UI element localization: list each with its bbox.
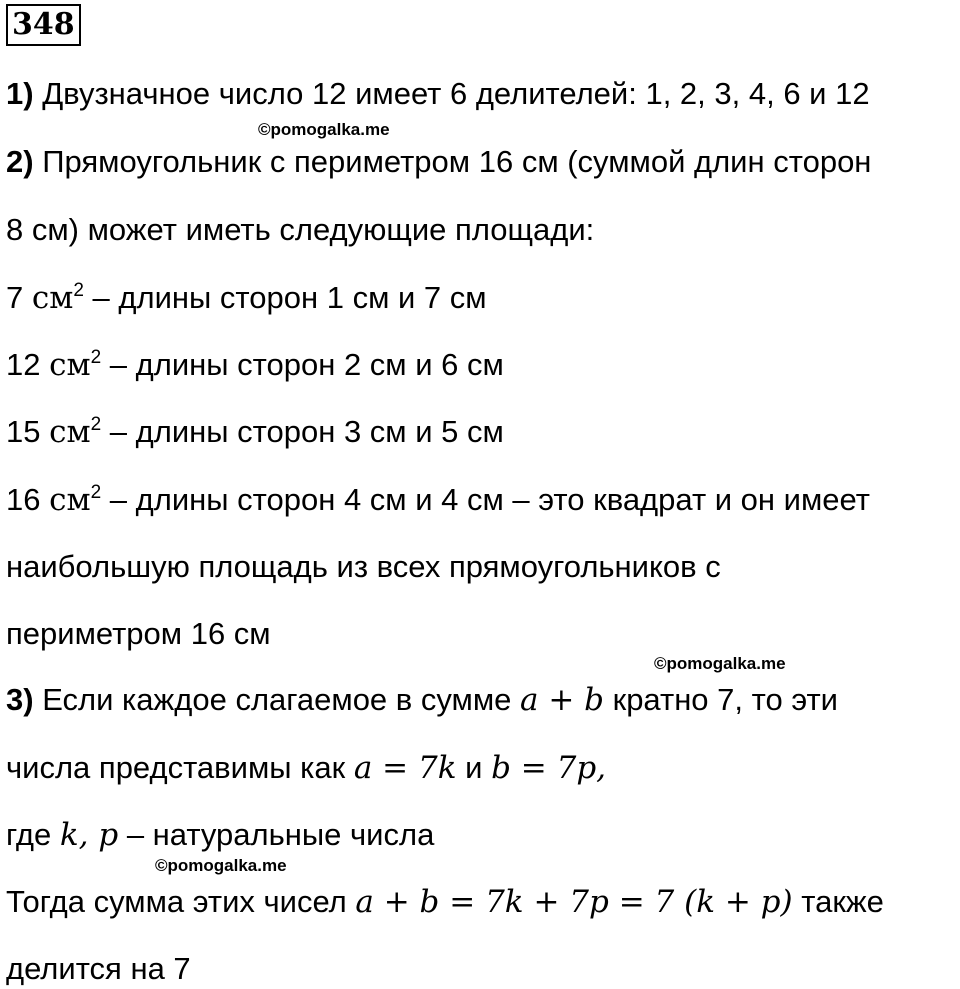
part3-line-3 (6, 816, 434, 854)
area-desc: – длины сторон 2 см и 6 см (101, 347, 504, 382)
math-vars: k, p (59, 817, 119, 853)
math-a-eq: a = 7k (353, 750, 457, 786)
area-unit: см (49, 482, 91, 518)
area-exponent: 2 (90, 414, 102, 435)
part3-line-2 (6, 749, 606, 787)
part3-line-5: делится на 7 (6, 951, 191, 986)
area-line-4 (6, 481, 870, 519)
part2-text-1: Прямоугольник с периметром 16 см (суммой длин сторон (33, 144, 872, 179)
part3-line-1 (6, 681, 838, 719)
watermark-3: ©pomogalka.me (155, 856, 287, 875)
area-desc: – длины сторон 3 см и 5 см (101, 414, 504, 449)
area-unit: см (49, 347, 91, 383)
part2-cont-2: периметром 16 см (6, 616, 271, 651)
task-number-badge: 348 (6, 4, 81, 46)
part3-text: числа представимы как (6, 750, 354, 785)
part2-line-2: 8 см) может иметь следующие площади: (6, 212, 595, 247)
part3-number: 3) (6, 682, 34, 717)
area-value: 16 (6, 482, 41, 517)
area-line-3 (6, 413, 504, 451)
part1-number: 1) (6, 76, 34, 111)
area-exponent: 2 (90, 347, 102, 368)
part3-text: – натуральные числа (118, 817, 435, 852)
part3-text: и (456, 750, 492, 785)
math-full-sum: a + b = 7k + 7p = 7 (k + p) (355, 884, 793, 920)
part3-text: также (792, 884, 884, 919)
part2-cont-1: наибольшую площадь из всех прямоугольников с (6, 549, 721, 584)
area-exponent: 2 (73, 280, 84, 301)
area-value: 7 (6, 280, 24, 315)
part3-text: Если каждое слагаемое в сумме (33, 682, 520, 717)
area-unit: см (31, 280, 74, 316)
part1-line (6, 75, 870, 113)
area-line-1 (6, 279, 487, 317)
watermark-2: ©pomogalka.me (654, 654, 786, 673)
part3-text: где (6, 817, 60, 852)
part3-line-4 (6, 883, 884, 921)
part2-line-1 (6, 143, 871, 181)
math-b-eq: b = 7p, (491, 750, 607, 786)
part3-text: кратно 7, то эти (604, 682, 838, 717)
part2-number: 2) (6, 144, 34, 179)
part1-text: Двузначное число 12 имеет 6 делителей: 1, 2, 3, 4, 6 и 12 (33, 76, 870, 111)
math-sum: a + b (520, 682, 605, 718)
area-value: 15 (6, 414, 41, 449)
area-unit: см (49, 414, 91, 450)
watermark-1: ©pomogalka.me (258, 120, 390, 139)
area-line-2 (6, 346, 504, 384)
area-value: 12 (6, 347, 41, 382)
area-desc: – длины сторон 1 см и 7 см (83, 280, 487, 315)
area-desc: – длины сторон 4 см и 4 см – это квадрат и он имеет (101, 482, 870, 517)
part3-text: Тогда сумма этих чисел (6, 884, 356, 919)
area-exponent: 2 (90, 482, 102, 503)
